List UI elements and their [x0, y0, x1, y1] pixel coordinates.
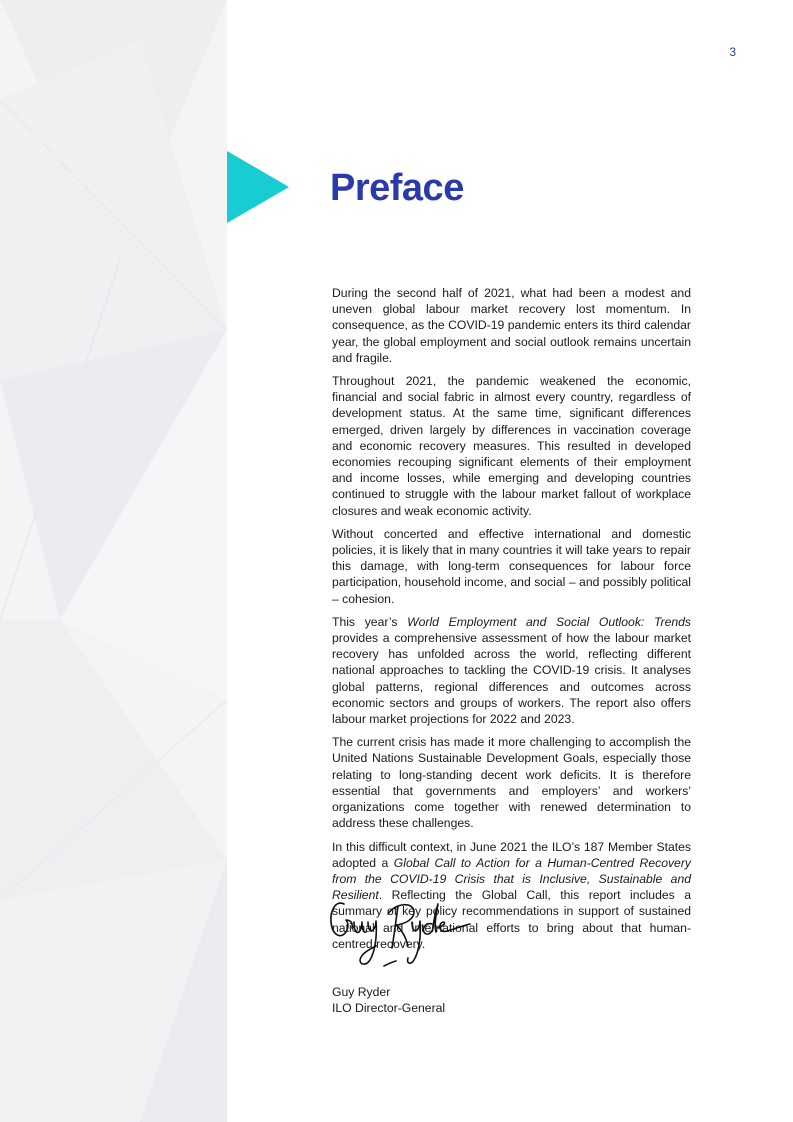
paragraph-3: Without concerted and effective international and domestic policies, it is likely that in many countries it will take years to repair this damage, with long-term consequences for labour force participation, household income, and social – and possibly political – cohesion.: [332, 526, 691, 606]
decorative-side-panel: [0, 0, 227, 1122]
paragraph-1: During the second half of 2021, what had been a modest and uneven global labour market recovery lost momentum. In consequence, as the COVID-19 pandemic enters its third calendar year, the global employment and social outlook remains uncertain and fragile.: [332, 286, 691, 365]
preface-body: [332, 285, 691, 959]
paragraph-4-before: This year’s: [332, 614, 408, 629]
handwritten-signature: [326, 892, 476, 978]
paragraph-6-after: . Reflecting the Global Call, this report includes a summary of key policy recommendations in support of sustained national and international efforts to bring about that human-centred recovery.: [332, 888, 691, 951]
signer-block: [332, 984, 445, 1016]
page-title: Preface: [330, 167, 464, 209]
paragraph-4-after: provides a comprehensive assessment of how the labour market recovery has unfolded across the world, reflecting different national approaches to tackling the COVID-19 crisis. It analyses global patterns, regional differences and outcomes across economic sectors and groups of workers. The report also offers labour market projections for 2022 and 2023.: [332, 631, 691, 727]
paragraph-4: [332, 614, 691, 727]
signer-name: Guy Ryder: [332, 985, 391, 999]
paragraph-5: The current crisis has made it more challenging to accomplish the United Nations Sustainable Development Goals, especially those relating to long-standing decent work deficits. It is therefore essential that governments and employers’ and workers’ organizations come together with renewed determination to address these challenges.: [332, 735, 691, 831]
paragraph-6-before: In this difficult context, in June 2021 the ILO’s 187 Member States adopted a: [332, 839, 691, 870]
page-number: 3: [729, 45, 736, 59]
report-title: World Employment and Social Outlook: Trends: [407, 614, 691, 629]
global-call-title: Global Call to Action for a Human-Centred Recovery from the COVID-19 Crisis that is Inclusive, Sustainable and Resilient: [332, 855, 691, 903]
geometric-pattern: [0, 0, 227, 1122]
signer-role: ILO Director-General: [332, 1001, 446, 1015]
accent-triangle-icon: [227, 151, 289, 223]
paragraph-2: Throughout 2021, the pandemic weakened the economic, financial and social fabric in almost every country, regardless of development status. At the same time, significant differences emerged, driven largely by differences in vaccination coverage and economic recovery measures. This resulted in developed economies recouping significant elements of their employment and income losses, while emerging and developing countries continued to struggle with the labour market fallout of workplace closures and weak economic activity.: [332, 374, 691, 518]
